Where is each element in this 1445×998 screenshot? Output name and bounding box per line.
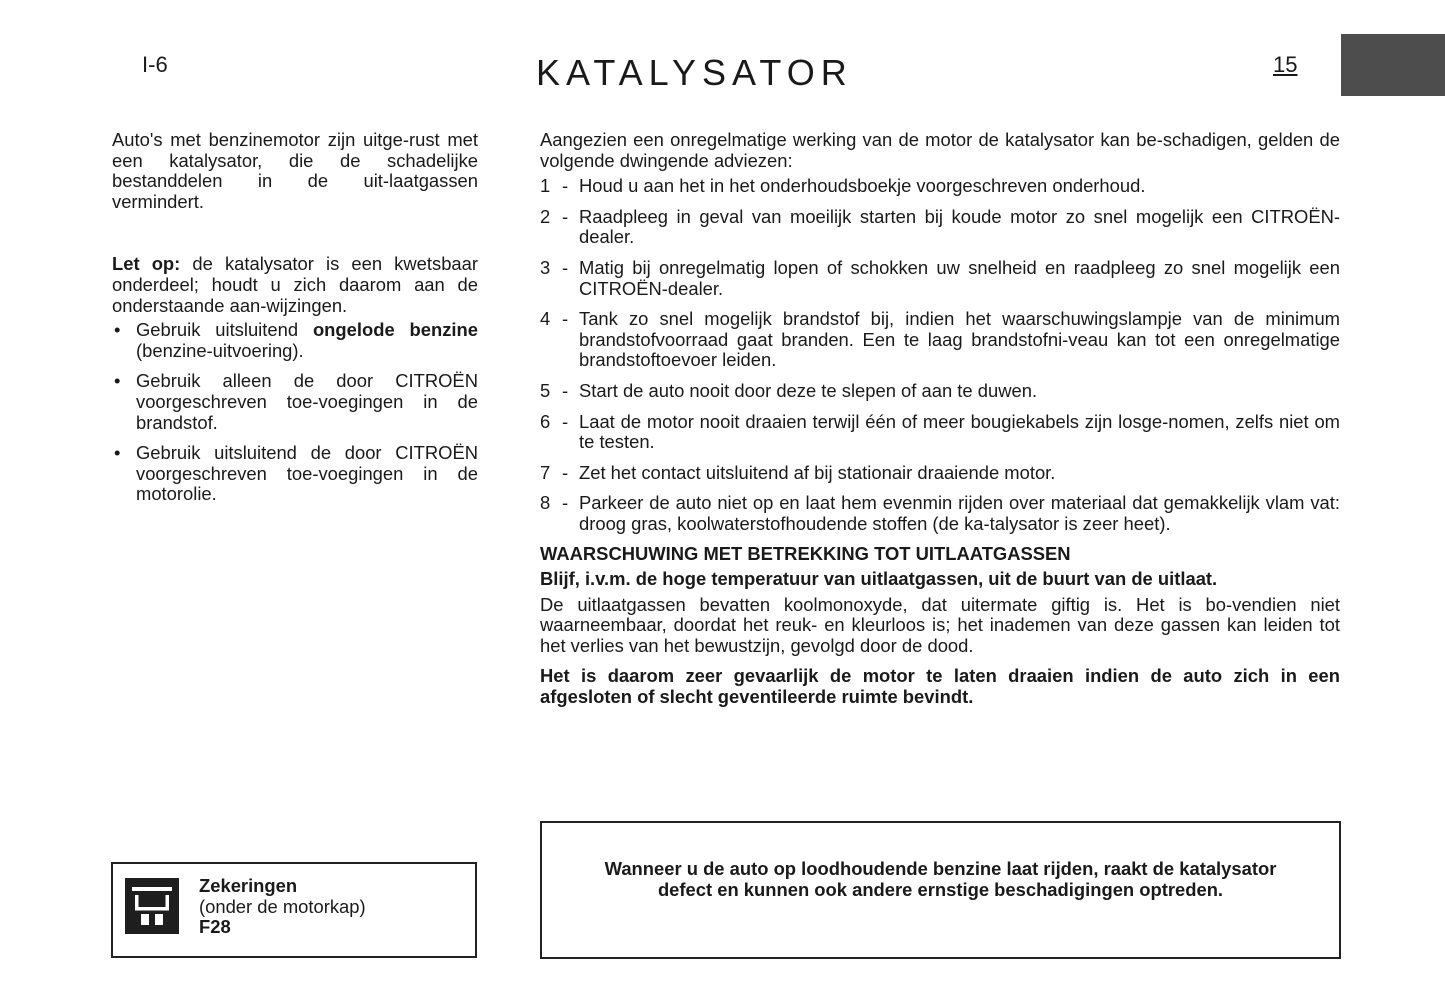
intro-paragraph: Auto's met benzinemotor zijn uitge-rust met een katalysator, die de schadelijke bestanddelen in de uit-laatgassen vermindert. — [112, 129, 478, 212]
advice-text: Raadpleeg in geval van moeilijk starten bij koude motor zo snel mogelijk een CITROËN-dealer. — [579, 205, 1340, 248]
fuse-code: F28 — [199, 916, 231, 938]
fuse-title: Zekeringen — [199, 875, 298, 896]
list-item: • Gebruik uitsluitend ongelode benzine (benzine-uitvoering). — [114, 319, 478, 361]
right-column — [540, 130, 1340, 708]
advice-item: 2 - Raadpleeg in geval van moeilijk starten bij koude motor zo snel mogelijk een CITROËN-dealer. — [540, 205, 1340, 248]
chapter-tab — [1341, 34, 1445, 96]
warning-bold-text: Blijf, i.v.m. de hoge temperatuur van uitlaatgassen, uit de buurt van de uitlaat. — [540, 568, 1218, 590]
notice-text: Wanneer u de auto op loodhoudende benzine laat rijden, raakt de katalysator defect en kunnen ook andere ernstige beschadigingen optreden. — [604, 858, 1277, 900]
warning-final: Het is daarom zeer gevaarlijk de motor te laten draaien indien de auto zich in een afgesloten of slecht geventileerde ruimte bevindt. — [540, 665, 1340, 708]
fuse-info-box — [111, 862, 477, 958]
advice-number: 1 — [540, 175, 551, 197]
advice-text: Matig bij onregelmatig lopen of schokken uw snelheid en raadpleeg zo snel mogelijk een CITROËN-dealer. — [579, 256, 1340, 299]
bullet-list — [112, 320, 478, 505]
advice-number: 3 — [540, 256, 551, 278]
section-code: I-6 — [142, 52, 168, 77]
advice-number: 5 — [540, 379, 551, 401]
list-item: • Gebruik uitsluitend de door CITROËN voorgeschreven toe-voegingen in de motorolie. — [114, 442, 478, 505]
caution-text: de katalysator is een kwetsbaar onderdeel; houdt u zich daarom aan de onderstaande aan-wijzingen. — [112, 253, 478, 316]
bullet-dot-icon: • — [114, 370, 121, 392]
advice-item: 8 - Parkeer de auto niet op en laat hem evenmin rijden over materiaal dat gemakkelijk vlam vat: droog gras, koolwaterstofhoudende stoffen (de ka-talysator is zeer heet). — [540, 492, 1340, 534]
advice-text: Laat de motor nooit draaien terwijl één of meer bougiekabels zijn losge-nomen, zelfs niet om te testen. — [579, 410, 1340, 453]
advice-number: 2 — [540, 205, 551, 227]
page-number: 15 — [1273, 52, 1298, 77]
advice-intro: Aangezien een onregelmatige werking van de motor de katalysator kan be-schadigen, gelden de volgende dwingende adviezen: — [540, 129, 1340, 171]
bullet-dot-icon: • — [114, 319, 121, 341]
advice-text: Zet het contact uitsluitend af bij stationair draaiende motor. — [579, 461, 1056, 483]
fuse-icon — [125, 878, 179, 934]
warning-body: De uitlaatgassen bevatten koolmonoxyde, dat uitermate giftig is. Het is bo-vendien niet waarneembaar, doordat het reuk- en kleurloos is; het inademen van deze gassen kan leiden tot het verlies van het bewustzijn, gevolgd door de dood. — [540, 593, 1340, 656]
advice-item: 1 - Houd u aan het in het onderhoudsboekje voorgeschreven onderhoud. — [540, 175, 1146, 197]
fuse-text — [199, 876, 366, 938]
warning-heading: WAARSCHUWING MET BETREKKING TOT UITLAATGASSEN — [540, 542, 1071, 564]
caution-label: Let op: — [112, 253, 181, 275]
caution-paragraph — [112, 254, 478, 316]
bullet-dot-icon: • — [114, 442, 121, 464]
left-column — [112, 130, 478, 515]
advice-number: 8 — [540, 492, 551, 514]
advice-number: 7 — [540, 461, 551, 483]
advice-text: Houd u aan het in het onderhoudsboekje voorgeschreven onderhoud. — [579, 175, 1146, 197]
advice-item: 3 - Matig bij onregelmatig lopen of schokken uw snelheid en raadpleeg zo snel mogelijk een CITROËN-dealer. — [540, 256, 1340, 299]
advice-item: 5 - Start de auto nooit door deze te slepen of aan te duwen. — [540, 379, 1038, 401]
page-title: KATALYSATOR — [536, 52, 853, 93]
advice-number: 4 — [540, 308, 551, 330]
fuse-location: (onder de motorkap) — [199, 895, 366, 917]
advice-item: 6 - Laat de motor nooit draaien terwijl één of meer bougiekabels zijn losge-nomen, zelfs niet om te testen. — [540, 410, 1340, 453]
advice-list — [540, 176, 1340, 534]
advice-text: Parkeer de auto niet op en laat hem evenmin rijden over materiaal dat gemakkelijk vlam vat: droog gras, koolwaterstofhoudende stoffen (de ka-talysator is zeer heet). — [579, 492, 1340, 534]
advice-number: 6 — [540, 410, 551, 432]
advice-item: 7 - Zet het contact uitsluitend af bij stationair draaiende motor. — [540, 461, 1056, 483]
list-item: • Gebruik alleen de door CITROËN voorgeschreven toe-voegingen in de brandstof. — [114, 370, 478, 433]
advice-text: Start de auto nooit door deze te slepen of aan te duwen. — [579, 379, 1038, 401]
advice-item: 4 - Tank zo snel mogelijk brandstof bij, indien het waarschuwingslampje van de minimum brandstofvoorraad gaat branden. Een te laag brandstofni-veau kan tot een onregelmatige brandstoftoevoer leiden. — [540, 308, 1340, 371]
advice-text: Tank zo snel mogelijk brandstof bij, indien het waarschuwingslampje van de minimum brandstofvoorraad gaat branden. Een te laag brandstofni-veau kan tot een onregelmatige brandstoftoevoer leiden. — [579, 308, 1340, 371]
notice-box — [540, 821, 1341, 959]
